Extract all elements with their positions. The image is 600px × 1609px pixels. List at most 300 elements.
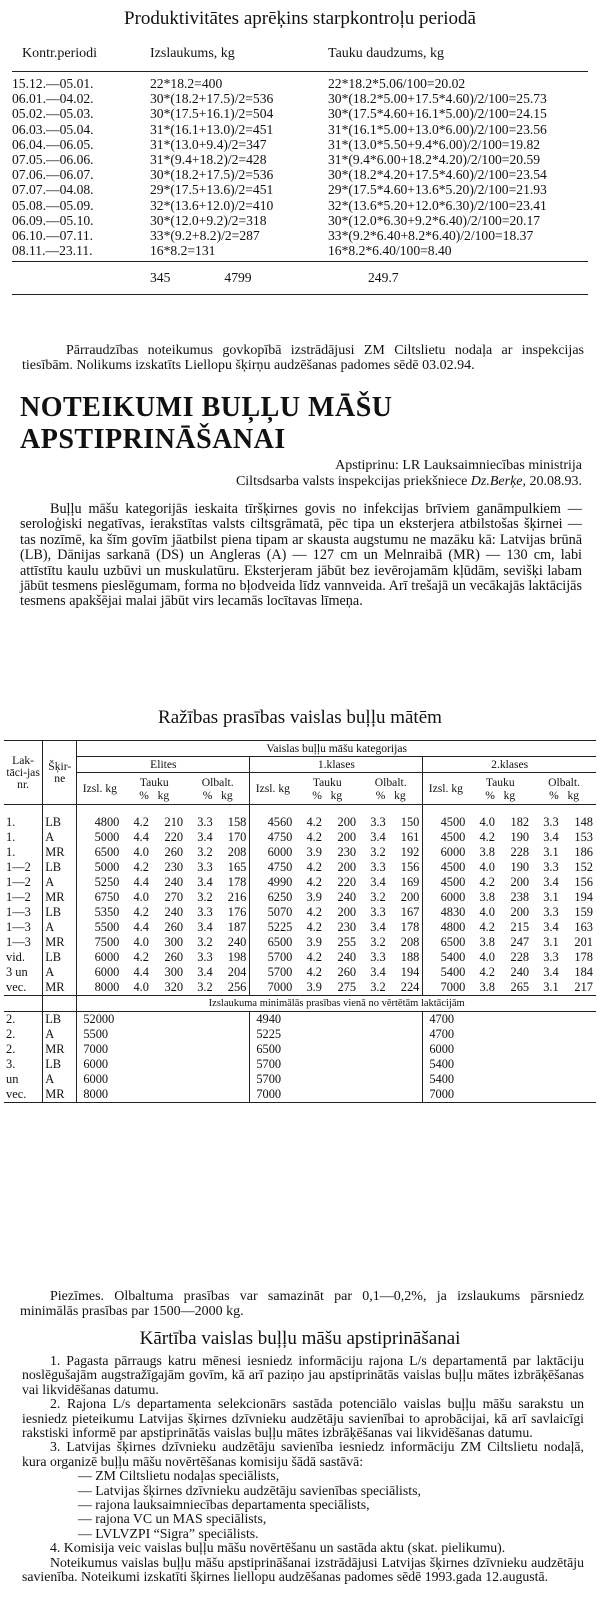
table-row (4, 845, 596, 860)
header-lactation: Lak-tāci-jas nr. (4, 741, 43, 805)
cell-value: 3.4 (543, 830, 559, 844)
cell-value: 255 (337, 935, 357, 949)
cell-value: 178 (574, 950, 593, 964)
cell-value: 3.4 (197, 830, 213, 844)
cell-value: 3.8 (479, 935, 495, 949)
table-row (12, 182, 588, 197)
cell-value: 320 (164, 980, 184, 994)
article-paragraph: Buļļu māšu kategorijās ieskaita tīršķirnes govis no infekcijas brīviem ganāmpulkiem — seroloģiski negatīvas, ierakstītas valsts ciltsgrāmatā, pēc tipa un eksterjera atbilstošas šķirnei — tas nozīmē, ka šīm govīm jāatbilst piena tipam ar skausta augstumu ne mazāku kā: Latvijas brūnā (LB), Dānijas sarkanā (DS) un Angleras (A) — 127 cm un Melnraibā (MR) — 130 cm, labi attīstītu kaulu uzbūvi un muskulatūru. Eksterjeram jābūt bez ievērojamām kļūdām, sevišķi labam jābūt tesmens pieslēgumam, forma no bļodveida līdz vannveida. Arī trešajā un vecākajās laktācijās tesmens apakšējai malai jābūt virs lecamās locītavas līmeņa. (20, 501, 582, 610)
cell-min-elite: 7000 (77, 1042, 250, 1057)
cell-value: 240 (337, 890, 357, 904)
cell-value: 238 (510, 890, 530, 904)
cell-value: 167 (400, 905, 420, 919)
cell-value: 4.2 (306, 950, 322, 964)
cell-value: 3.4 (197, 965, 213, 979)
cell-value: 4.0 (133, 845, 149, 859)
productivity-note: Pārraudzības noteikumus govkopībā izstrādājusi ZM Ciltslietu nodaļa ar inspekcijas tiesībām. Nolikums izskatīts Liellopu šķirņu audzēšanas padomes sēdē 03.02.94. (22, 343, 584, 373)
cell-value: 3.4 (543, 920, 559, 934)
cell-yield: 33*(9.2+8.2)/2=287 (150, 227, 260, 243)
procedure-item-4: 4. Komisija veic vaislas buļļu māšu novērtēšanu un sastāda aktu (skat. pielikumu). (50, 1540, 506, 1556)
min-table-row (4, 1012, 596, 1028)
cell-value: 3.3 (197, 905, 213, 919)
cell-value: 260 (164, 920, 184, 934)
cell-value: 220 (164, 830, 184, 844)
cell-min-class1: 5225 (250, 1027, 423, 1042)
total-fat: 249.7 (368, 269, 399, 285)
cell-breed: LB (43, 905, 77, 920)
cell-value: 4.0 (479, 905, 495, 919)
cell-value: 3.1 (543, 980, 559, 994)
article-headline: NOTEIKUMI BUĻĻU MĀŠU APSTIPRINĀŠANAI (20, 392, 393, 455)
cell-lactation: 1. (6, 815, 16, 829)
procedure-item-2: 2. Rajona L/s departamenta selekcionārs sastāda potenciālo vaislas buļļu māšu sarakstu un iesniedz pieteikumu Latvijas šķirnes dzīvnieku audzētāju savienībai to aprobācijai, kā arī savlaicīgi rakstiski informē par apstiprinātās vaislas buļļu mātes izbrāķēšanas vai likvidēšanas datumu. (22, 1396, 584, 1441)
cell-value: 204 (227, 965, 247, 979)
cell-value: 3.3 (543, 950, 559, 964)
commission-member: — Latvijas šķirnes dzīvnieku audzētāju savienības speciālists, (78, 1482, 421, 1498)
cell-value: 158 (227, 815, 247, 829)
cell-yield: 30*(17.5+16.1)/2=504 (150, 106, 274, 122)
cell-value: 182 (510, 815, 530, 829)
cell-yield: 22*18.2=400 (150, 76, 223, 92)
header-categories: Vaislas buļļu māšu kategorijas (77, 741, 596, 757)
cell-breed: LB (43, 1057, 77, 1072)
table-row (4, 935, 596, 950)
approval-line2: Ciltsdsarba valsts inspekcijas priekšniece Dz.Berķe, 20.08.93. (235, 474, 582, 489)
cell-value: 7000 (423, 980, 469, 996)
cell-value: 3.3 (543, 815, 559, 829)
cell-value: 3.4 (543, 965, 559, 979)
cell-fat: 31*(9.4*6.00+18.2*4.20)/2/100=20.59 (328, 152, 541, 168)
cell-min-class2: 4700 (423, 1012, 596, 1028)
cell-value: 6000 (77, 950, 123, 965)
cell-value: 5070 (250, 905, 296, 920)
cell-value: 5250 (77, 875, 123, 890)
requirements-title: Ražības prasības vaislas buļļu mātēm (158, 707, 442, 728)
total-yield: 4799 (224, 269, 252, 285)
cell-yield: 32*(13.6+12.0)/2=410 (150, 197, 274, 213)
min-table-row (4, 1087, 596, 1103)
table-row (12, 72, 588, 92)
sub-protein: Olbalt. % kg (359, 773, 423, 805)
cell-value: 6750 (77, 890, 123, 905)
cell-value: 4500 (423, 875, 469, 890)
cell-value: 3.1 (543, 935, 559, 949)
cell-yield: 30*(18.2+17.5)/2=536 (150, 91, 274, 107)
cell-period: 07.07.—04.08. (12, 182, 94, 198)
cell-lactation: 1—3 (6, 920, 31, 934)
table-row (4, 920, 596, 935)
cell-breed: LB (43, 1012, 77, 1028)
cell-breed: LB (43, 950, 77, 965)
table-row (4, 815, 596, 830)
cell-breed: A (43, 1072, 77, 1087)
cell-period: 06.03.—05.04. (12, 121, 94, 137)
header-fat: Tauku daudzums, kg (328, 37, 588, 72)
cell-value: 3.8 (479, 890, 495, 904)
cell-value: 3.3 (370, 860, 386, 874)
cell-yield: 16*8.2=131 (150, 243, 328, 262)
cell-value: 230 (337, 920, 357, 934)
cell-value: 5000 (77, 860, 123, 875)
cell-min-class1: 4940 (250, 1012, 423, 1028)
cell-value: 6250 (250, 890, 296, 905)
cell-yield: 30*(12.0+9.2)/2=318 (150, 212, 267, 228)
sub-fat: Tauku % kg (468, 773, 532, 805)
cell-value: 4.2 (133, 860, 149, 874)
commission-member: — rajona lauksaimniecības departamenta speciālists, (78, 1497, 370, 1513)
cell-value: 6500 (77, 845, 123, 860)
min-caption: Izslaukuma minimālās prasības vienā no vērtētām laktācijām (77, 996, 596, 1012)
table-row (4, 950, 596, 965)
cell-fat: 29*(17.5*4.60+13.6*5.20)/2/100=21.93 (328, 182, 547, 198)
cell-period: 06.09.—05.10. (12, 212, 94, 228)
cell-min-elite: 6000 (77, 1072, 250, 1087)
cell-value: 169 (400, 875, 420, 889)
cell-value: 240 (227, 935, 247, 949)
sub-yield: Izsl. kg (77, 773, 123, 805)
cell-value: 275 (337, 980, 357, 994)
cell-breed: A (43, 920, 77, 935)
cell-lactation: 2. (6, 1042, 16, 1056)
cell-value: 224 (400, 980, 420, 994)
cell-value: 4.2 (306, 815, 322, 829)
cell-value: 186 (574, 845, 593, 859)
cell-value: 5225 (250, 920, 296, 935)
cell-value: 5700 (250, 950, 296, 965)
table-end-rule (12, 288, 588, 295)
cell-value: 6500 (423, 935, 469, 950)
cell-value: 190 (510, 860, 530, 874)
cell-value: 201 (574, 935, 593, 949)
productivity-table (12, 37, 588, 295)
cell-value: 230 (164, 860, 184, 874)
cell-value: 4.0 (479, 860, 495, 874)
cell-value: 3.2 (370, 980, 386, 994)
cell-lactation: 1—3 (6, 935, 31, 949)
cell-value: 5500 (77, 920, 123, 935)
cell-value: 4.0 (133, 890, 149, 904)
procedure-text (22, 1354, 584, 1585)
cell-value: 4560 (250, 815, 296, 830)
group-class1: 1.klases (250, 757, 423, 773)
cell-value: 200 (337, 905, 357, 919)
cell-lactation: un (6, 1072, 19, 1086)
group-class2: 2.klases (423, 757, 596, 773)
cell-value: 3.9 (306, 980, 322, 994)
cell-value: 4990 (250, 875, 296, 890)
productivity-body (12, 72, 588, 262)
cell-min-elite: 6000 (77, 1057, 250, 1072)
sub-fat: Tauku % kg (295, 773, 359, 805)
sub-protein: Olbalt. % kg (186, 773, 250, 805)
cell-breed: MR (43, 935, 77, 950)
cell-fat: 16*8.2*6.40/100=8.40 (328, 243, 588, 262)
cell-lactation: vec. (4, 1087, 43, 1103)
approval-signer: Dz.Berķe (470, 474, 523, 489)
table-row (4, 860, 596, 875)
cell-value: 216 (227, 890, 247, 904)
cell-lactation: vid. (6, 950, 25, 964)
cell-breed: MR (43, 1087, 77, 1103)
cell-value: 192 (400, 845, 420, 859)
cell-value: 188 (400, 950, 420, 964)
cell-value: 3.2 (370, 845, 386, 859)
cell-value: 4.0 (133, 935, 149, 949)
cell-value: 156 (400, 860, 420, 874)
cell-value: 5400 (423, 950, 469, 965)
cell-value: 270 (164, 890, 184, 904)
min-table-row (4, 1042, 596, 1057)
cell-value: 240 (510, 965, 530, 979)
cell-value: 4.2 (479, 965, 495, 979)
cell-value: 300 (164, 935, 184, 949)
cell-value: 176 (227, 905, 247, 919)
table-row (12, 137, 588, 152)
cell-value: 5350 (77, 905, 123, 920)
group-elite: Elites (77, 757, 250, 773)
cell-value: 3.8 (479, 845, 495, 859)
cell-value: 215 (510, 920, 530, 934)
cell-min-class2: 6000 (423, 1042, 596, 1057)
cell-value: 265 (510, 980, 530, 994)
cell-value: 3.1 (543, 845, 559, 859)
cell-yield: 31*(9.4+18.2)/2=428 (150, 152, 267, 168)
cell-value: 194 (400, 965, 420, 979)
cell-value: 4.2 (306, 965, 322, 979)
cell-value: 4.2 (133, 950, 149, 964)
table-row (12, 152, 588, 167)
table-row (4, 830, 596, 845)
cell-value: 159 (574, 905, 593, 919)
cell-value: 200 (400, 890, 420, 904)
cell-value: 200 (510, 905, 530, 919)
cell-lactation: 2. (6, 1027, 16, 1041)
cell-value: 3.3 (370, 905, 386, 919)
cell-value: 3.4 (370, 875, 386, 889)
cell-value: 4.2 (479, 830, 495, 844)
cell-period: 07.05.—06.06. (12, 152, 94, 168)
cell-value: 152 (574, 860, 593, 874)
cell-value: 4.2 (306, 860, 322, 874)
cell-value: 300 (164, 965, 184, 979)
cell-value: 3.3 (543, 860, 559, 874)
cell-value: 4.0 (479, 815, 495, 829)
cell-fat: 30*(12.0*6.30+9.2*6.40)/2/100=20.17 (328, 212, 541, 228)
cell-period: 06.01.—04.02. (12, 91, 94, 107)
sub-protein: Olbalt. % kg (532, 773, 596, 805)
cell-value: 4.4 (133, 830, 149, 844)
cell-value: 194 (574, 890, 593, 904)
cell-value: 3.3 (370, 815, 386, 829)
min-table-row (4, 1072, 596, 1087)
cell-value: 3.4 (370, 830, 386, 844)
cell-value: 4.4 (133, 965, 149, 979)
cell-yield: 31*(16.1+13.0)/2=451 (150, 121, 274, 137)
cell-value: 3.1 (543, 890, 559, 904)
sub-yield: Izsl. kg (423, 773, 469, 805)
cell-value: 7000 (250, 980, 296, 996)
cell-value: 3.4 (370, 920, 386, 934)
cell-value: 5700 (250, 965, 296, 980)
table-row (12, 167, 588, 182)
minimum-body (4, 1012, 596, 1103)
cell-lactation: 2. (6, 1012, 16, 1026)
cell-value: 4.2 (306, 920, 322, 934)
table-row (4, 875, 596, 890)
table-row (12, 228, 588, 243)
cell-lactation: 1—2 (6, 875, 31, 889)
cell-min-elite: 5500 (77, 1027, 250, 1042)
header-period: Kontr.periodi (12, 37, 150, 72)
cell-value: 156 (574, 875, 593, 889)
table-row (12, 198, 588, 213)
cell-value: 170 (227, 830, 247, 844)
cell-fat: 31*(16.1*5.00+13.0*6.00)/2/100=23.56 (328, 121, 547, 137)
cell-value: 148 (574, 815, 593, 829)
cell-value: 3.2 (197, 935, 213, 949)
productivity-total-row (12, 262, 588, 289)
cell-value: 260 (164, 950, 184, 964)
req-header-row1 (4, 741, 596, 757)
cell-period: 08.11.—23.11. (12, 243, 150, 262)
sub-yield: Izsl. kg (250, 773, 296, 805)
cell-value: 7500 (77, 935, 123, 950)
cell-value: 4750 (250, 830, 296, 845)
cell-lactation: 1—2 (6, 890, 31, 904)
cell-value: 3.2 (197, 980, 213, 994)
cell-value: 4800 (423, 920, 469, 935)
cell-period: 07.06.—06.07. (12, 167, 94, 183)
approval-date: , 20.08.93. (522, 474, 582, 489)
cell-breed: A (43, 830, 77, 845)
cell-value: 184 (574, 965, 593, 979)
cell-lactation: 1. (6, 845, 16, 859)
table-row (12, 122, 588, 137)
req-header-row2 (4, 757, 596, 773)
cell-min-class2: 4700 (423, 1027, 596, 1042)
cell-yield: 30*(18.2+17.5)/2=536 (150, 167, 274, 183)
cell-min-class2: 5400 (423, 1072, 596, 1087)
approval-block (120, 458, 582, 490)
cell-value: 178 (400, 920, 420, 934)
cell-value: 4.2 (133, 815, 149, 829)
cell-min-class1: 6500 (250, 1042, 423, 1057)
cell-value: 190 (510, 830, 530, 844)
table-row (12, 91, 588, 106)
cell-period: 05.08.—05.09. (12, 197, 94, 213)
commission-member: — LVLVZPI “Sigra” speciālists. (78, 1525, 259, 1541)
requirements-table (4, 740, 596, 1103)
cell-fat: 33*(9.2*6.40+8.2*6.40)/2/100=18.37 (328, 227, 534, 243)
cell-value: 3.3 (197, 815, 213, 829)
cell-value: 198 (227, 950, 247, 964)
cell-value: 4.2 (306, 875, 322, 889)
cell-lactation: 1—3 (6, 905, 31, 919)
min-table-row (4, 1057, 596, 1072)
header-breed: Šķir-ne (43, 741, 77, 805)
cell-value: 6000 (423, 890, 469, 905)
cell-value: 3.3 (370, 950, 386, 964)
cell-fat: 31*(13.0*5.50+9.4*6.00)/2/100=19.82 (328, 136, 541, 152)
cell-value: 220 (337, 875, 357, 889)
cell-fat: 30*(18.2*5.00+17.5*4.60)/2/100=25.73 (328, 91, 547, 107)
table-row (12, 213, 588, 228)
cell-value: 178 (227, 875, 247, 889)
cell-value: 4830 (423, 905, 469, 920)
cell-value: 256 (227, 980, 247, 994)
cell-value: 163 (574, 920, 593, 934)
cell-value: 3.2 (197, 845, 213, 859)
total-days: 345 (150, 269, 171, 285)
min-table-row (4, 1027, 596, 1042)
req-header-row3 (4, 773, 596, 805)
cell-fat: 30*(18.2*4.20+17.5*4.60)/2/100=23.54 (328, 167, 547, 183)
requirements-note: Piezīmes. Olbaltuma prasības var samazināt par 0,1—0,2%, ja izslaukums pārsniedz minimālās prasības par 1500—2000 kg. (20, 1289, 584, 1319)
commission-member: — rajona VC un MAS speciālists, (78, 1511, 267, 1527)
cell-breed: MR (43, 890, 77, 905)
cell-breed: A (43, 965, 77, 980)
sub-fat: Tauku % kg (122, 773, 186, 805)
cell-value: 4.2 (306, 830, 322, 844)
cell-min-class1: 5700 (250, 1072, 423, 1087)
cell-value: 3.3 (197, 950, 213, 964)
min-caption-row (4, 996, 596, 1012)
cell-value: 200 (337, 815, 357, 829)
cell-value: 4.2 (479, 920, 495, 934)
cell-value: 3.3 (197, 860, 213, 874)
cell-value: 228 (510, 950, 530, 964)
table-row (4, 980, 596, 996)
cell-yield: 31*(13.0+9.4)/2=347 (150, 136, 267, 152)
cell-fat: 22*18.2*5.06/100=20.02 (328, 76, 466, 92)
cell-value: 247 (510, 935, 530, 949)
cell-value: 4.4 (133, 920, 149, 934)
cell-value: 3.4 (197, 875, 213, 889)
approval-line1: Apstiprinu: LR Lauksaimniecības ministrija (335, 458, 582, 473)
cell-value: 4500 (423, 830, 469, 845)
cell-value: 3.4 (197, 920, 213, 934)
cell-period: 05.02.—05.03. (12, 106, 94, 122)
cell-value: 6500 (250, 935, 296, 950)
cell-value: 260 (164, 845, 184, 859)
cell-value: 5400 (423, 965, 469, 980)
cell-value: 3.2 (370, 890, 386, 904)
cell-value: 4.2 (306, 905, 322, 919)
cell-value: 200 (337, 860, 357, 874)
cell-fat: 30*(17.5*4.60+16.1*5.00)/2/100=24.15 (328, 106, 547, 122)
cell-breed: MR (43, 980, 77, 996)
cell-value: 6000 (423, 845, 469, 860)
cell-value: 4500 (423, 860, 469, 875)
cell-lactation: vec. (6, 980, 27, 994)
cell-value: 187 (227, 920, 247, 934)
cell-value: 3.3 (543, 905, 559, 919)
cell-lactation: 3 un (6, 965, 28, 979)
cell-value: 6000 (250, 845, 296, 860)
cell-value: 4500 (423, 815, 469, 830)
cell-value: 4.2 (133, 905, 149, 919)
cell-min-class1: 5700 (250, 1057, 423, 1072)
procedure-item-1: 1. Pagasta pārraugs katru mēnesi iesniedz informāciju rajona L/s departamentā par laktāciju noslēgušajām augstražīgajām govīm, kā arī paziņo jau apstiprinātās vaislas buļļu mātes izbrāķēšanas vai likvidēšanas datumu. (22, 1353, 584, 1397)
productivity-title: Produktivitātes aprēķins starpkontroļu periodā (124, 8, 476, 29)
cell-value: 6000 (77, 965, 123, 980)
table-row (4, 905, 596, 920)
commission-member: — ZM Ciltslietu nodaļas speciālists, (78, 1468, 280, 1484)
cell-min-class1: 7000 (250, 1087, 423, 1103)
cell-value: 3.9 (306, 935, 322, 949)
cell-value: 3.8 (479, 980, 495, 994)
cell-value: 4.2 (479, 875, 495, 889)
